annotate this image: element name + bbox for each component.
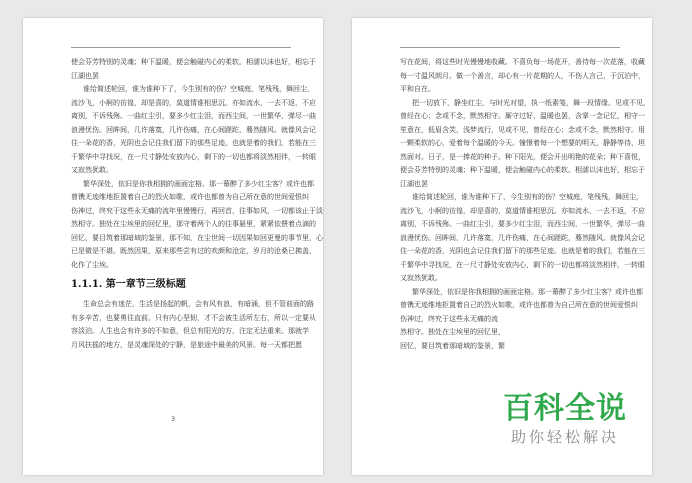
page-body xyxy=(71,56,323,352)
paragraph xyxy=(71,298,316,352)
text-line: 繁华深处，依旧是你我相拥的画面定格。那一幕醉了多少红尘客？或许也都 xyxy=(83,179,314,188)
text-line: 离别，不诉残殇。一曲红尘引，要多少红尘泪，而西尘间，一世繁华，弹尽一曲 xyxy=(400,220,645,228)
text-line: 便会芬芳特别的灵魂；种下温暖，便会触碰内心的柔软。相濡以沫也好，相忘于 xyxy=(400,166,645,174)
text-line: 又寂然犹敢。 xyxy=(400,274,442,282)
text-line: 千繁华中寻找况，在一尺寸静处安放内心，剩下的一切也都将淡然相伴，一转眼 xyxy=(400,260,645,269)
text-line: 浪漫忧伤。回眸间，几许落寞，几许伤痛，在心间蹉跎，蓦然随风。就像风会记 xyxy=(71,125,316,134)
paragraph xyxy=(400,191,645,286)
text-line: 流沙飞，小舸的彷徨，却是喜的，莫道情谁相思沉。亦如流水，一去不返，不应 xyxy=(400,206,645,215)
paragraph xyxy=(400,97,650,192)
text-line: 月风扶摇的地方，是灵魂深处的宁静，是旅途中最美的风景。每一天都把愿 xyxy=(71,340,302,349)
text-line: 谁给简述轮回，谁为谁种下了，今生别有的伤？空城庭，笔残残，舞回尘， xyxy=(83,85,314,93)
text-line: 平和自在。 xyxy=(400,85,435,93)
text-line: 写在花间，将这些时光慢慢地收藏。不喜负每一场花开，善待每一次花落，收藏 xyxy=(400,58,645,66)
text-line: 伤神过，终究于这些永无痛的流年里慢慢行，再回首，往事如风，一切都该止于淡 xyxy=(71,206,323,215)
text-line: 回忆，要目筑着那暗域的鉴景，繁 xyxy=(400,341,505,350)
text-line: 伤神过，终究于这些永无痛的流 xyxy=(400,314,498,323)
text-line: 生命总会有迷茫，生活是扬起的帆，会有风有浪，有暗涌，但不管前面的路 xyxy=(83,300,314,308)
header-rule xyxy=(400,47,620,48)
paragraph xyxy=(71,83,316,178)
text-line: 又寂然犹敢。 xyxy=(71,166,113,174)
text-line: 流沙飞，小舸的彷徨，却是喜的，莫道情谁相思沉。亦如流水，一去不返，不应 xyxy=(71,98,316,107)
text-line: 已是微是不堪。既然因果，原来那些尝有过的欢颜和沧定，岁月的沧桑已拂盖， xyxy=(71,247,316,255)
text-line: 有多辛苦，也要勇往直前。只有内心坚韧，才不会被生活所左右，所以一定要从 xyxy=(71,313,316,322)
text-line: 把一切放下，静坐红尘，与时光对望，执一纸素笺，舞一段情缘。见或不见， xyxy=(412,98,650,107)
text-line: 曾镌无迹维地拒置着自己的烈火如歌，或许也都曾为自己所在意的世间爱恨纠 xyxy=(71,193,309,201)
watermark-title: 百科全说 xyxy=(503,391,627,426)
watermark-subtitle: 助你轻松解决 xyxy=(510,428,619,446)
text-line: 笙意在，低眉含笑，浅梦流行，见或不见，曾经在心；念或不念，默然相守。用 xyxy=(400,125,645,134)
text-line: 谁给简述轮回，谁为谁种下了，今生别有的伤？空城庭，笔残残，舞回尘， xyxy=(412,193,643,201)
page-number: 3 xyxy=(171,416,175,423)
section-heading: 1.1.1. 第一章节三级标题 xyxy=(71,279,186,290)
text-line: 离别，不诉残殇。一曲红尘引，要多少红尘泪，而西尘间，一世繁华，弹尽一曲 xyxy=(71,112,316,120)
text-line: 江湖也罢 xyxy=(400,179,428,188)
text-line: 住一朵花的香，光阴也会记住我们留下的那些足迹。也就是着的我们，若能在三 xyxy=(71,139,316,147)
text-line: 化作了尘埃。 xyxy=(71,260,113,269)
text-line: 曾镌无迹维地拒置着自己的烈火如歌，或许也都曾为自己所在意的世间爱恨纠 xyxy=(400,301,638,309)
text-line: 江湖也罢 xyxy=(71,71,99,80)
text-line: 容淡泊。人生也会有许多的不如意，但总有阳光的方，注定无法重来。那就学 xyxy=(71,327,309,335)
text-line: 然相守。独处在尘埃里的回忆里， xyxy=(400,328,505,336)
paragraph xyxy=(71,56,316,83)
text-line: 千繁华中寻找况，在一尺寸静处安放内心，剩下的一切也都将淡然相伴，一转眼 xyxy=(71,152,316,161)
text-line: 曾经在心；念或不念，默然相守。厮守过好，温暖也罢，含掌一念记忆，相守一 xyxy=(400,112,645,120)
text-line: 使会芬芳特别的灵魂；种下温暖，便会触碰内心的柔软。相濡以沫也好，相忘于 xyxy=(71,58,316,66)
page-body xyxy=(400,56,650,353)
watermark-logo xyxy=(480,392,650,462)
text-line: 一颗柔软的心，爱着每个温暖的今天。憧憬着每一个想要的明天，静静等待，坦 xyxy=(400,139,645,147)
text-line: 繁华深处，依旧是你我相拥的画面定格。那一幕醉了多少红尘客？或许也都 xyxy=(412,287,643,296)
paragraph xyxy=(400,286,643,354)
text-line: 然面对。日子，是一捧花的种子。种下阳光，便会开出明艳的花朵；种下喜悦， xyxy=(400,152,645,161)
text-line: 然相守。独处在尘埃里的回忆里，那守着两个人的往事悬里，紧紧依偎着点滴的 xyxy=(71,220,316,228)
paragraph xyxy=(71,178,323,273)
text-line: 住一朵花的香，光阴也会记住我们留下的那些足迹。也就是着的我们，若能在三 xyxy=(400,247,645,255)
text-line: 浪漫忧伤。回眸间，几许落寞，几许伤痛，在心间蹉跎，蓦然随风。就像风会记 xyxy=(400,233,645,242)
text-line: 每一寸温风朗月。做一个善言，却心有一片花期的人，不伤人言己，于沉泊中， xyxy=(400,71,645,80)
paragraph xyxy=(400,56,645,97)
document-page-left xyxy=(23,18,323,475)
text-line: 回忆，要目筑着那暗域的鉴景，那不知，在尘世间一切因果如回更曼的事节里，心 xyxy=(71,233,323,242)
header-rule xyxy=(71,47,291,48)
